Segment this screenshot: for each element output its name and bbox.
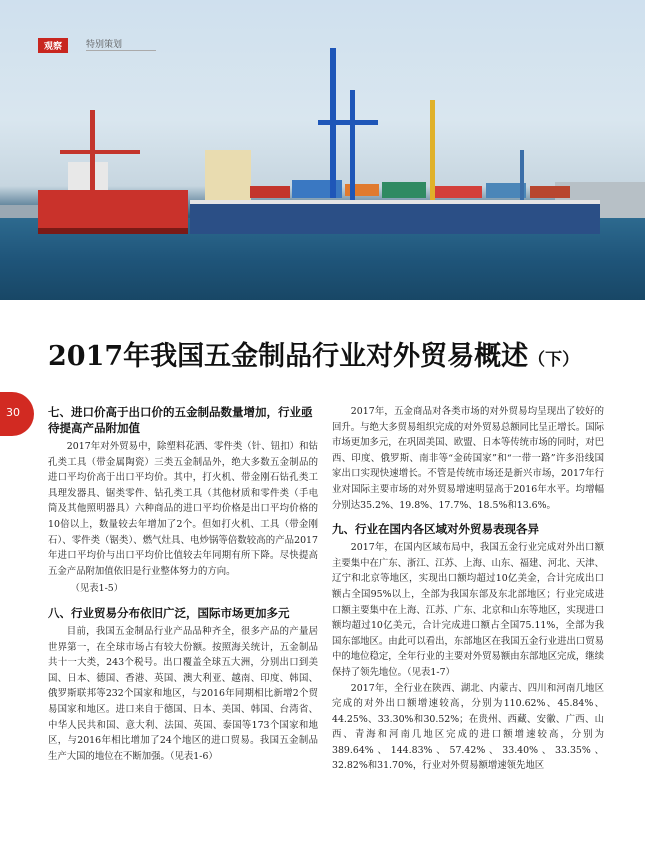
photo-container: [430, 186, 482, 198]
photo-container: [382, 182, 426, 198]
article-title-main: 2017年我国五金制品行业对外贸易概述: [48, 341, 529, 372]
section-heading-9: 九、行业在国内各区域对外贸易表现各异: [332, 522, 539, 537]
photo-crane: [520, 150, 524, 200]
photo-blue-crane: [350, 90, 355, 200]
hero-photo-port-ships: [0, 0, 645, 300]
right-column: [332, 404, 604, 774]
photo-red-crane-arm: [60, 150, 140, 154]
page-number: 30: [6, 406, 20, 419]
section-heading-7: 七、进口价高于出口价的五金制品数量增加，行业亟待提高产品附加值: [48, 405, 313, 435]
photo-ship-bridge: [205, 150, 251, 200]
section-7-paragraph: 2017年对外贸易中，除塑料花洒、零件类（针、钮扣）和钻孔类工具（带金属陶瓷）三类五金制品外，绝大多数五金制品的进口平均价高于出口平均价。其中，打火机、带金刚石钻孔类工具理发器具、锯类零件、钻孔类工具（其他材质和零件类（手电筒及其他照明器具）六种商品的进口平均价格是出口平均价格的10倍以上，数量较去年增加了2个。但如打火机、工具（带金刚石）、零件类（锯类）、燃气灶具、电炒锅等倍数较高的产品2017年进口平均价与出口平均价比值较去年同期有所下降。尽快提高五金产品附加值依旧是行业整体努力的方向。: [48, 441, 318, 577]
photo-blue-container-ship: [190, 200, 600, 234]
photo-red-cargo-ship: [38, 190, 188, 234]
left-column: [48, 404, 318, 764]
column-underline: [86, 50, 156, 51]
photo-yellow-crane: [430, 100, 435, 200]
column-name: 特别策划: [86, 40, 123, 50]
photo-container: [250, 186, 290, 198]
section-9-paragraph-2: 2017年，全行业在陕西、湖北、内蒙古、四川和河南几地区完成的对外出口额增速较高，分别为110.62%、45.84%、44.25%、33.30%和30.52%；在贵州、西藏、安徽、广西、山西、青海和河南几地区完成的进口额增速较高，分别为389.64%、144.83%、57.42%、33.40%、33.35%、32.82%和31.70%，行业对外贸易额增速领先地区: [332, 682, 604, 772]
photo-blue-crane-arm: [318, 120, 378, 125]
article-title-suffix: （下）: [528, 350, 580, 370]
table-reference: （见表1-5）: [70, 583, 124, 595]
section-8-paragraph: 目前，我国五金制品行业产品品种齐全，很多产品的产量居世界第一，在全球市场占有较大份额。按照海关统计，五金制品共十一大类，243个税号。出口覆盖全球五大洲，分别出口到美国、日本、德国、香港、英国、澳大利亚、越南、印度、韩国、俄罗斯联邦等232个国家和地区，与2016年同期相比新增2个贸易国家和地区。进口来自于德国、日本、美国、韩国、台湾省、中华人民共和国、意大利、法国、英国、泰国等173个国家和地区，与2016年相比增加了24个地区的进口贸易。我国五金制品生产大国的地位在不断加强。（见表1-6）: [48, 625, 318, 762]
section-tag: 观察: [38, 38, 68, 53]
article-title: [48, 334, 579, 373]
photo-container: [530, 186, 570, 198]
section-heading-8: 八、行业贸易分布依旧广泛，国际市场更加多元: [48, 605, 290, 620]
section-9-paragraph-1: 2017年，在国内区域布局中，我国五金行业完成对外出口额主要集中在广东、浙江、江苏、上海、山东、福建、河北、天津、辽宁和北京等地区，实现出口额均超过10亿美金，合计完成出口额占全国95%以上，全部为我国东部及东北部地区；行业完成进口额主要集中在上海、江苏、广东、北京和山东等地区，实现进口额均超过10亿美元，合计完成进口额占全国75.11%，全部为我国东部地区。由此可以看出，东部地区在我国五金行业进出口贸易中的地位稳定，全年行业的主要对外贸易额由东部地区完成，继续保持了领先地位。（见表1-7）: [332, 542, 604, 678]
section-8-continued-paragraph: 2017年，五金商品对各类市场的对外贸易均呈现出了较好的回升。与绝大多贸易组织完成的对外贸易总额同比呈正增长。国际市场更加多元，在巩固美国、欧盟、日本等传统市场的同时，对巴西、印度、俄罗斯、南非等“金砖国家”和“一带一路”许多沿线国家出口实现快速增长。不管是传统市场还是新兴市场，2017年行业对国际主要市场的对外贸易增速明显高于2016年水平。均增幅分别达35.2%、19.8%、17.7%、18.5%和13.6%。: [332, 406, 604, 511]
